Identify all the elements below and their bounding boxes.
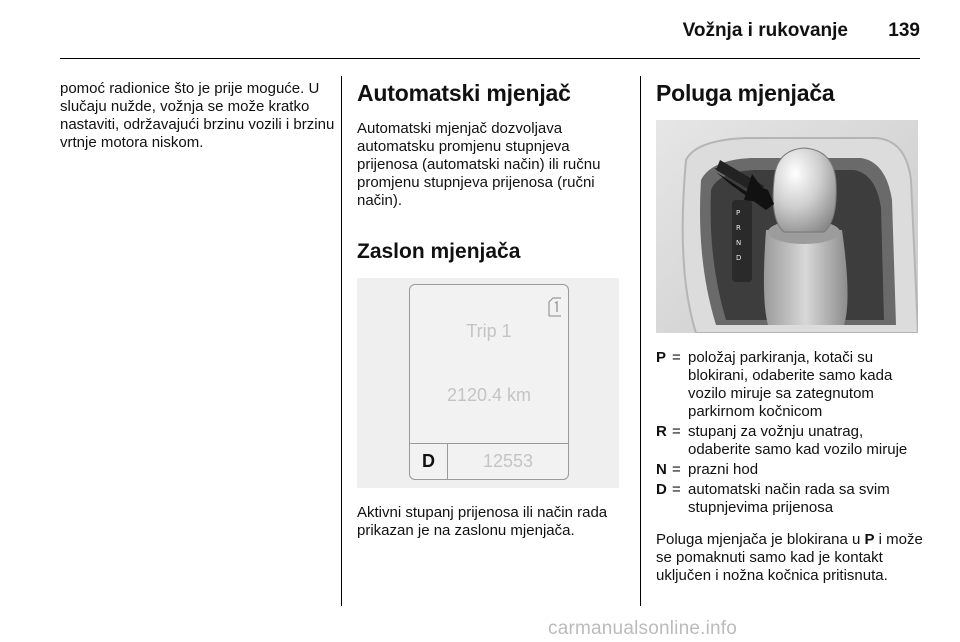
legend-equals: = [672,349,681,366]
lever-lock-text-end: i može se pomaknuti samo kad je kontakt uključen i nožna kočnica pritisnuta. [656,531,923,584]
odometer-value: 12553 [482,451,534,471]
column-1 [60,80,335,152]
intro-paragraph: Automatski mjenjač dozvoljava automatsku promjenu stupnjeva prijenosa (automatski način) ili ručnu promjenu stupnjeva prijenosa (ručni način). [357,120,601,209]
trip-distance: 2120.4 km [446,385,532,405]
legend-row-r [656,423,924,459]
lever-lock-text-start: Poluga mjenjača je blokirana u [656,531,865,548]
display-bottom-row [410,443,568,479]
legend-key: N [656,461,667,478]
gate-letter-r: R [736,224,741,232]
legend-key: P [656,349,667,366]
legend-row-d [656,481,924,517]
gate-letter-d: D [736,254,742,262]
trip-label: Trip 1 [466,321,512,341]
legend-equals: = [672,461,681,478]
selector-lever-photo [656,120,918,333]
heading-transmission-display: Zaslon mjenjača [357,240,521,263]
column-2 [357,80,627,540]
legend-description: stupanj za vožnju unatrag, odaberite samo kad vozilo miruje [688,423,908,458]
header-divider [60,58,920,59]
watermark: carmanualsonline.info [548,618,738,639]
legend-description: položaj parkiranja, kotači su blokirani, odaberite samo kada vozilo miruje sa zategnutom parkirnom kočnicom [688,349,893,420]
legend-description: prazni hod [688,461,759,478]
display-panel [409,284,569,480]
lever-lock-paragraph [656,531,924,585]
gate-letter-p: P [736,209,741,217]
section-title: Vožnja i rukovanje [682,20,848,41]
continued-paragraph: pomoć radionice što je prije moguće. U slučaju nužde, vožnja se može kratko nastaviti, održavajući brzinu vozili i brzinu vrtnje motora niskom. [60,80,335,151]
trip-page-icon [548,297,562,317]
gear-lever-image [656,120,918,333]
page-header [60,18,920,58]
lever-lock-p-letter: P [864,531,875,548]
legend-key: R [656,423,667,440]
column-3 [656,80,924,585]
gate-letter-n: N [736,239,742,247]
column-divider-1 [341,76,342,606]
display-caption: Aktivni stupanj prijenosa ili način rada prikazan je na zaslonu mjenjača. [357,504,608,539]
legend-equals: = [672,481,681,498]
gear-position-legend [656,349,924,517]
legend-key: D [656,481,667,498]
legend-row-n [656,461,924,479]
page-number: 139 [888,20,920,41]
legend-row-p [656,349,924,421]
gear-indicator: D [410,444,448,479]
column-divider-2 [640,76,641,606]
legend-description: automatski način rada sa svim stupnjevima prijenosa [688,481,890,516]
heading-automatic-transmission: Automatski mjenjač [357,80,571,106]
legend-equals: = [672,423,681,440]
transmission-display-illustration [357,278,619,488]
heading-selector-lever: Poluga mjenjača [656,80,835,106]
